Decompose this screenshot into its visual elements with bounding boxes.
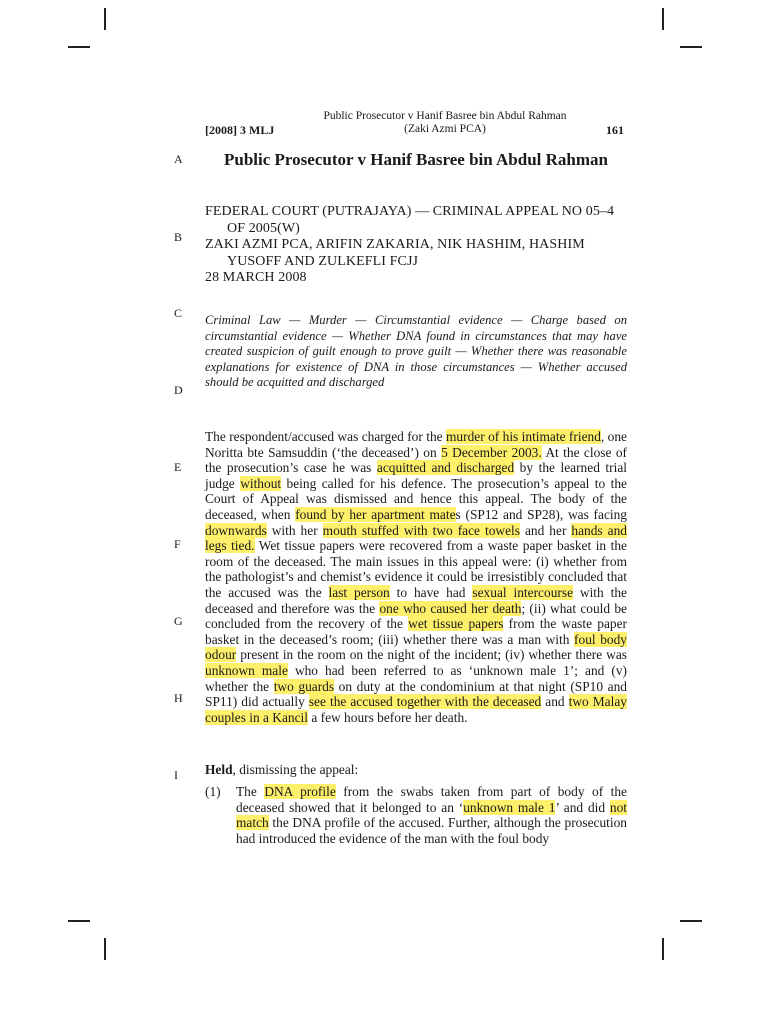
margin-letter: F	[174, 537, 181, 551]
held-rest: , dismissing the appeal:	[232, 762, 359, 777]
margin-letter: H	[174, 691, 183, 705]
highlight: DNA profile	[264, 784, 336, 799]
text: and her	[519, 522, 572, 538]
crop-mark	[104, 8, 106, 30]
highlight: downwards	[205, 522, 267, 538]
highlight: unknown male	[205, 662, 288, 678]
headnote-paragraph	[205, 429, 627, 725]
highlight: foul body odour	[205, 631, 627, 663]
case-title: Public Prosecutor v Hanif Basree bin Abdul Rahman	[224, 150, 608, 169]
margin-letter: I	[174, 768, 178, 782]
decision-date: 28 MARCH 2008	[205, 270, 307, 285]
crop-mark	[680, 920, 702, 922]
text: from the waste paper basket in the deceased’s room; (iii) whether there was a man with	[205, 616, 627, 647]
highlight: wet tissue papers	[408, 616, 504, 632]
highlight: unknown male 1	[463, 799, 556, 815]
text: and	[541, 694, 569, 710]
highlight: without	[240, 475, 282, 491]
highlight: see the accused together with the deceased	[308, 694, 542, 710]
court-line-continued: OF 2005(W)	[227, 220, 300, 236]
citation: [2008] 3 MLJ	[205, 123, 275, 137]
text: ’ and did	[555, 799, 610, 815]
running-header-judge: (Zaki Azmi PCA)	[404, 123, 486, 135]
highlight: last person	[328, 584, 390, 600]
text: from the swabs taken from part of body of the deceased showed that it belonged to an ‘	[236, 784, 627, 815]
text: present in the room on the night of the incident; (iv) whether there was	[236, 647, 627, 663]
held-item-number: (1)	[205, 784, 221, 799]
court-details	[205, 204, 635, 287]
running-header	[290, 110, 600, 136]
crop-mark	[68, 46, 90, 48]
page-number: 161	[606, 123, 624, 137]
highlight: acquitted and discharged	[376, 460, 515, 476]
highlight: mouth stuffed with two face towels	[322, 522, 520, 538]
judges-line: ZAKI AZMI PCA, ARIFIN ZAKARIA, NIK HASHIM, HASHIM	[205, 237, 585, 252]
highlight: one who caused her death	[379, 600, 522, 616]
running-header-title: Public Prosecutor v Hanif Basree bin Abdul Rahman	[323, 110, 567, 122]
court-line: FEDERAL COURT (PUTRAJAYA) — CRIMINAL APPEAL NO 05–4	[205, 204, 615, 219]
text: , one Noritta bte Samsuddin (‘the deceased’) on	[205, 429, 627, 460]
text: with her	[266, 522, 323, 538]
judges-line-continued: YUSOFF AND ZULKEFLI FCJJ	[227, 253, 419, 269]
held-label: Held	[205, 762, 233, 777]
highlight: sexual intercourse	[472, 584, 574, 600]
text: The	[236, 784, 265, 799]
text: the DNA profile of the accused. Further, although the prosecution had introduced the evidence of the man with the foul body	[236, 815, 627, 846]
text: being called for his defence. The prosecution’s appeal to the Court of Appeal was dismissed and hence this appeal. The body of the deceased, when	[205, 475, 627, 522]
text: The respondent/accused was charged for the	[205, 429, 446, 444]
text: on duty at the condominium at that night (SP10 and SP11) did actually	[205, 678, 627, 710]
crop-mark	[104, 938, 106, 960]
text: with the deceased and therefore was the	[205, 584, 627, 616]
text: Wet tissue papers were recovered from a waste paper basket in the room of the deceased. The main issues in this appeal were: (i) whether from the pathologist’s and chemist’s evidence it could be irresistibly concluded that the accused was the	[205, 538, 627, 600]
crop-mark	[662, 938, 664, 960]
text: who had been referred to as ‘unknown male 1’; and (v) whether the	[205, 662, 628, 694]
margin-letter: E	[174, 460, 182, 474]
highlight: two Malay couples in a Kancil	[205, 694, 627, 725]
held-item	[205, 784, 627, 846]
text: s (SP12 and SP28), was facing	[455, 506, 627, 522]
margin-letter: G	[174, 614, 183, 628]
held-heading	[205, 762, 358, 778]
margin-letter: B	[174, 230, 183, 244]
highlight: hands and legs tied.	[205, 522, 627, 554]
highlight: found by her apartment mate	[295, 506, 456, 522]
margin-letter: D	[174, 383, 183, 397]
text: ; (ii) what could be concluded from the recovery of the	[205, 600, 627, 632]
highlight: murder of his intimate friend	[446, 429, 601, 444]
crop-mark	[662, 8, 664, 30]
highlight: two guards	[273, 678, 335, 694]
highlight: not match	[236, 799, 628, 831]
margin-letter: C	[174, 306, 183, 320]
catchwords: Criminal Law — Murder — Circumstantial evidence — Charge based on circumstantial evidence — Whether DNA found in circumstances that may have created suspicion of guilt enough to prove guilt — Whether there was reasonable explanations for existence of DNA in those circumstances — Whether accused should be acquitted and discharged	[205, 313, 627, 389]
highlight: 5 December 2003.	[441, 444, 542, 460]
crop-mark	[680, 46, 702, 48]
crop-mark	[68, 920, 90, 922]
margin-letter: A	[174, 152, 183, 166]
text: At the close of the prosecution’s case he was	[205, 444, 627, 476]
held-item-text	[236, 784, 627, 846]
text: by the learned trial judge	[205, 460, 627, 491]
text: to have had	[389, 584, 473, 600]
text: a few hours before her death.	[308, 709, 468, 725]
